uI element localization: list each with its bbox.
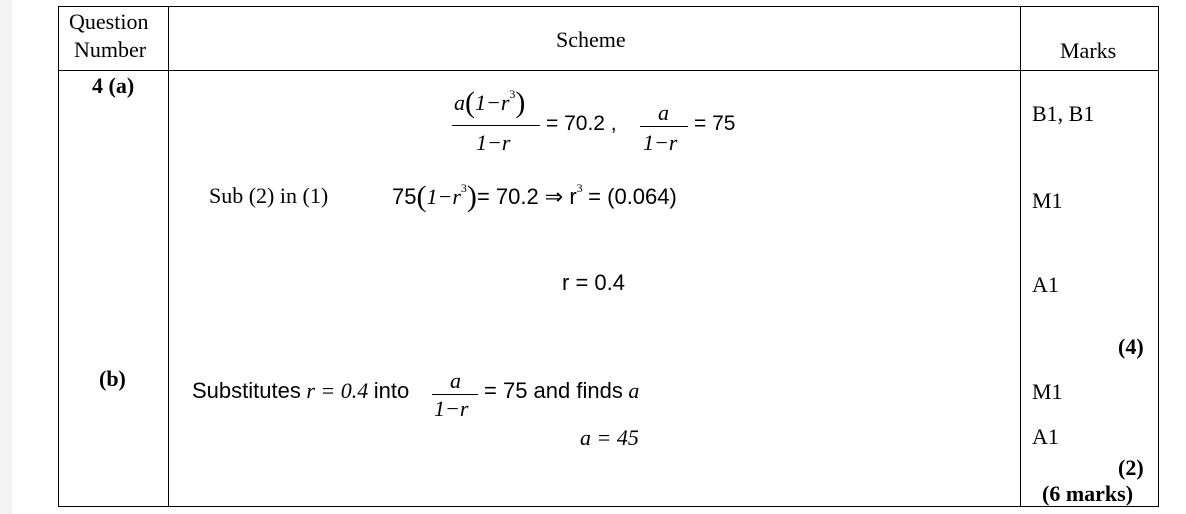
part-b-text-before: Substitutes r = 0.4 into [192, 378, 410, 403]
col-divider-1 [168, 6, 169, 507]
part-a-label: 4 (a) [92, 73, 135, 98]
sub-equation: $75(1-r^3)= 70.2$ ⇒ $r^3 = (0.064)$ [392, 180, 677, 213]
eq1-fraction-bar [452, 125, 540, 126]
col-divider-2 [1020, 6, 1021, 507]
marks-m1-a: M1 [1032, 188, 1063, 213]
marks-a1-a: A1 [1032, 272, 1059, 297]
header-marks: Marks [1060, 38, 1117, 63]
marks-b1-b1: B1, B1 [1032, 101, 1095, 126]
eq2-fraction [640, 100, 692, 160]
part-b-fraction-bar [432, 394, 478, 395]
eq1-numerator: $a(1-r^3)$ [454, 86, 526, 119]
eq1-rhs: = 70.2 , [546, 112, 617, 135]
marks-a1-b: A1 [1032, 424, 1059, 449]
grand-total: (6 marks) [1042, 481, 1134, 506]
part-a-total: (4) [1118, 334, 1144, 359]
eq1-denominator: 1−r [476, 130, 511, 155]
part-b-total: (2) [1118, 455, 1144, 480]
header-scheme: Scheme [556, 27, 626, 52]
result-a: a = 45 [580, 425, 639, 450]
part-b-text-after: = 75 and finds a [484, 378, 640, 403]
header-divider [58, 70, 1159, 71]
part-b-label: (b) [99, 366, 126, 391]
left-border [58, 6, 59, 507]
page-gutter [0, 0, 12, 514]
header-question-line1: Question [69, 9, 149, 34]
eq2-numerator: a [658, 100, 669, 125]
eq2-denominator: 1−r [643, 130, 678, 155]
eq2-fraction-bar [640, 126, 688, 127]
part-b-numerator: a [450, 368, 461, 393]
marks-m1-b: M1 [1032, 379, 1063, 404]
table-top-border [58, 6, 1159, 7]
part-b-fraction [432, 368, 480, 424]
eq2-rhs: = 75 [694, 112, 736, 135]
sub-label: Sub (2) in (1) [209, 183, 329, 208]
result-r: r = 0.4 [562, 270, 625, 295]
right-border [1158, 6, 1159, 507]
header-question-line2: Number [74, 37, 147, 62]
part-b-denominator: 1−r [434, 396, 469, 421]
eq1-fraction [452, 76, 542, 156]
table-bottom-border [58, 506, 1159, 507]
